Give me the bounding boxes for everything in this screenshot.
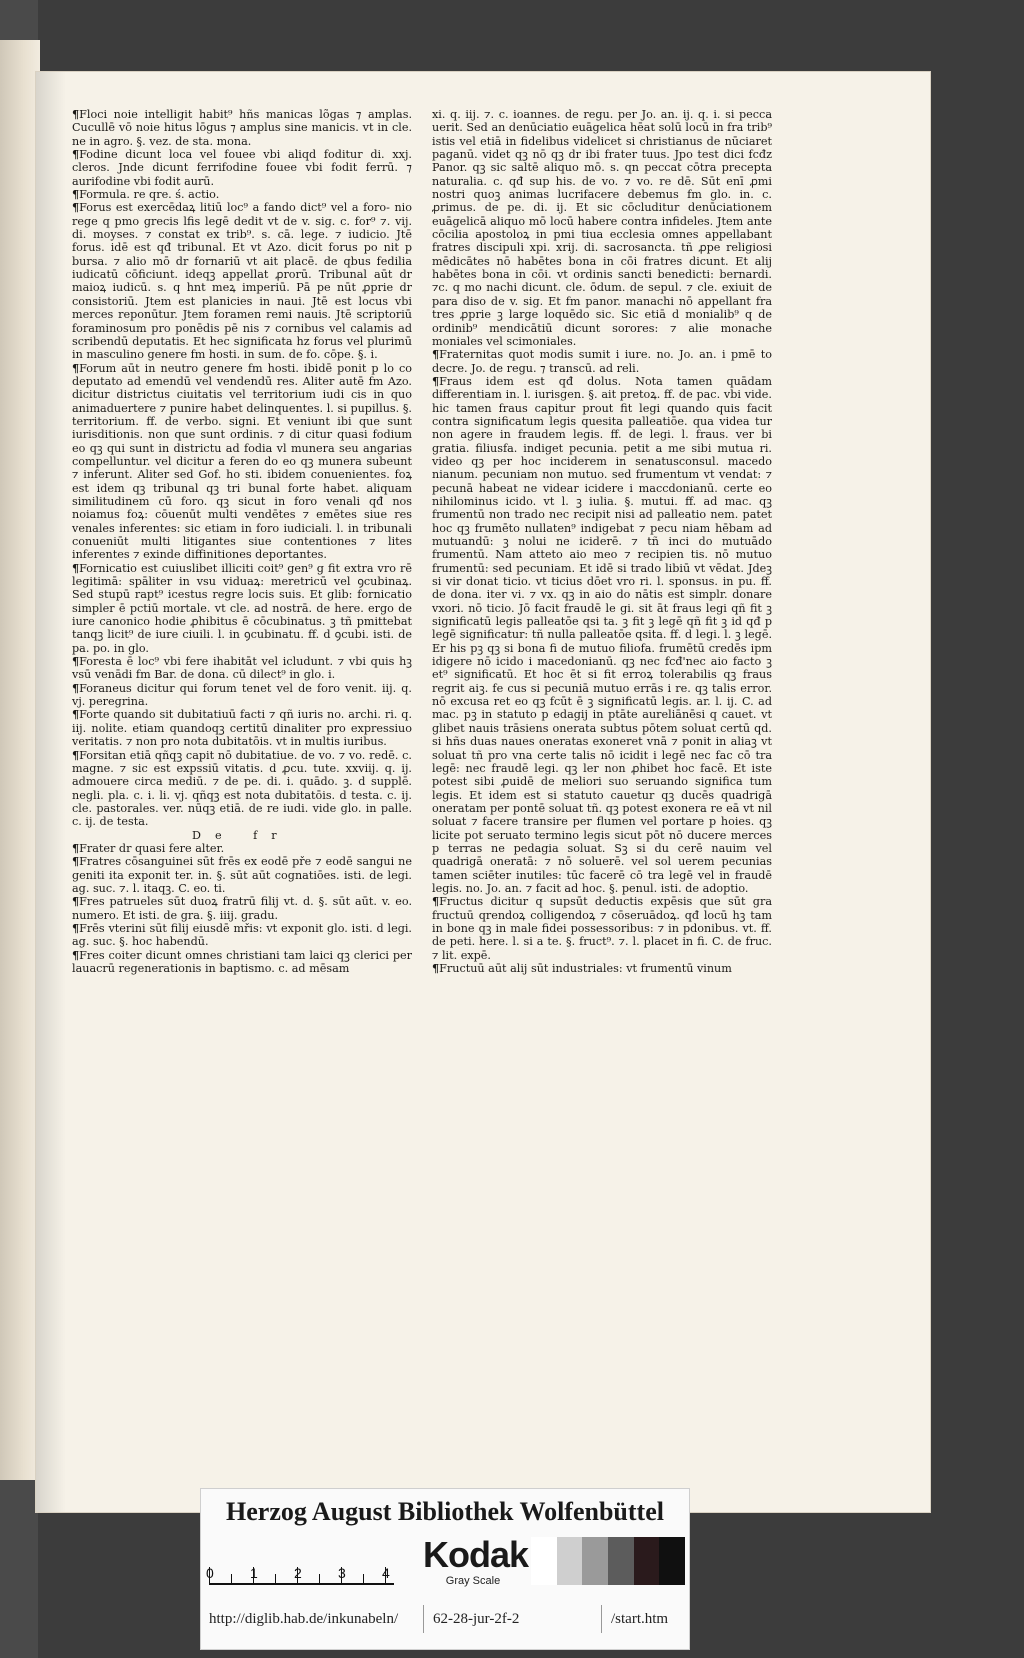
url-id: 62-28-jur-2f-2 [433, 1611, 520, 1627]
ruler-number: 2 [294, 1565, 302, 1581]
right-text-column [432, 108, 772, 975]
entry-paragraph: xi. q. iij. ⁊. c. ioannes. de regu. per Jo. an. ij. q. i. si pecca uerit. Sed an denūciatio euāgelica hēat solū locū in fra trib⁹ istis vel etiā in fidelibus videlicet si christianus de nūciaret paganū. videt qꝫ nō qꝫ dr ibi frater tuus. Jpo test dici fcđz Panor. qꝫ sic saltē aliquo mō. s. qn peccat cōtra precepta naturalia. c. qđ sup his. de vo. ⁊ vo. re dē. Sūt enī ꝓmi nostri quoꝫ animas lucrifacere debemus fm glo. in. c. ꝓrimus. de pe. di. ij. Et sic cōcluditur denūciationem euāgelicā aliquo mō locū habere contra infideles. Jtem ante cōcilia apostoloꝝ in pmi tiua ecclesia omnes appellabant fratres discipuli xpi. xrij. di. sacrosancta. tñ ꝓpe religiosi mēdicātes nō habētes bona in cōi fratres dicunt. Et alij habētes bona in cōi. vt ordinis sancti benedicti: bernardi. ⁊c. q mo nachi dicunt. cle. ōdum. de sepul. ⁊ cle. exiuit de para diso de v. sig. Et fm panor. manachi nō appellant fra tres ꝓprie ꝫ large loquēdo sic. Sic etiā d monialib⁹ q de ordinib⁹ mendicātiū dicunt sorores: ⁊ alie monache moniales vel scimoniales. [432, 108, 772, 348]
entry-paragraph: ¶ Fodine dicunt loca vel fouee vbi aliqd foditur di. xxj. cleros. Jnde dicunt ferrifodine fouee vbi fodit ferrū. ⁊ aurifodine vbi fodit aurū. [72, 148, 412, 188]
url-base: http://diglib.hab.de/inkunabeln/ [209, 1611, 399, 1627]
entry-paragraph: ¶ Foresta ē loc⁹ vbi fere ihabitāt vel icludunt. ⁊ vbi quis hꝫ vsū venādi fm Bar. de dona. cū dilect⁹ in glo. i. [72, 655, 412, 682]
adjacent-page-edge [0, 40, 40, 1480]
gray-swatch [531, 1537, 557, 1585]
entry-paragraph: ¶ Fornicatio est cuiuslibet illiciti coit⁹ gen⁹ g fit extra vro rē legitimā: spāliter in vsu viduaꝝ: meretricū vel ꝯcubinaꝝ. Sed stupū rapt⁹ icestus regre locis suis. Et glib: fornicatio simpler ē pctiū mortale. vt cle. ad nostrā. de here. ergo de iure canonico hodie ꝓhibitus ē cōcubinatus. ꝫ tñ pmittebat tanqꝫ licit⁹ de iure ciuili. l. in ꝯcubinatu. ff. d ꝯcubi. isti. de pa. po. in glo. [72, 562, 412, 655]
entry-paragraph: ¶ Fraternitas quot modis sumit i iure. no. Jo. an. i pmē to decre. Jo. de regu. ⁊ transcū. ad reli. [432, 348, 772, 375]
ruler-tick [363, 1574, 364, 1583]
section-heading: De fr [192, 828, 291, 842]
url-suffix: /start.htm [611, 1611, 669, 1627]
entry-paragraph: ¶ Forus est exercēdaꝝ litiū loc⁹ a fando dict⁹ vel a foro- nio rege q pmo grecis lfis legē dedit vt de v. sig. c. for⁹ ⁊. vij. di. moyses. ⁊ constat ex trib⁹. s. cā. lege. ⁊ iudicio. Jtē forus. idē est qđ tribunal. Et vt Azo. dicit forus po nit p bursa. ⁊ alio mō dr fornariū vt ait placē. de qbus fedilia iudicatū cōficiunt. ideqꝫ appellat ꝓrorū. Tribunal aūt dr maioꝝ iudicū. s. q hnt meꝝ imperiū. Pā pe nūt ꝓprie dr consistoriū. Jtem est planicies in naui. Jtē est locus vbi merces reponūtur. Jtem foramen remi nauis. Jtē scriptoriū foraminosum pro ponēdis pē nis ⁊ cornibus vel calamis ad scribendū deputatis. Et hec significata hz forus vel plurimū in masculino genere fm hosti. in sum. de fo. cōpe. §. i. [72, 201, 412, 361]
ruler-number: 4 [382, 1565, 390, 1581]
entry-paragraph: ¶ Frater dr quasi fere alter. [72, 842, 412, 855]
gray-swatch [634, 1537, 660, 1585]
entry-paragraph: ¶ Fratres cōsanguinei sūt frēs ex eodē pře ⁊ eodē sangui ne geniti ita exponit ter. in. §. sūt aūt cognatiōes. isti. de legi. ag. suc. ⁊. l. itaqꝫ. C. eo. ti. [72, 855, 412, 895]
entry-paragraph: ¶ Forsitan etiā qñqꝫ capit nō dubitatiue. de vo. ⁊ vo. redē. c. magne. ⁊ sic est expssiū vitatis. d ꝓcu. tute. xxviij. q. ij. admouere circa mediū. ⁊ de pe. di. i. quādo. ꝫ. d supplē. negli. pla. c. i. li. vj. qñqꝫ est nota dubitatōis. d testa. c. ij. cle. pastorales. ver. nūqꝫ etiā. de re iudi. vide glo. in palle. c. ij. de testa. [72, 749, 412, 829]
entry-paragraph: ¶ Forte quando sit dubitatiuū facti ⁊ qñ iuris no. archi. ri. q. iij. nolite. etiam quandoqꝫ certitū dinaliter pro expressiuo veritatis. ⁊ non pro nota dubitatōis. vt in multis iuribus. [72, 708, 412, 748]
gray-swatch [608, 1537, 634, 1585]
ruler-tick [231, 1574, 232, 1583]
entry-paragraph: ¶ Fres patrueles sūt duoꝝ fratrū filij vt. d. §. sūt aūt. v. eo. numero. Et isti. de gra. §. iiij. gradu. [72, 895, 412, 922]
ruler-number: 3 [338, 1565, 346, 1581]
entry-paragraph: ¶ Fraus idem est qđ dolus. Nota tamen quādam differentiam in. l. iurisgen. §. ait pretoꝝ. ff. de pac. vbi vide. hic tamen fraus capitur prout fit legi quando quis facit contra significatum legis quesita palleatiōe. qua videa tur non agere in fraudem legis. ff. de legi. l. fraus. ver bi gratia. filiusfa. indiget pecunia. petit a me sibi mutua ri. video qꝫ per hoc inciderem in senatusconsul. macedo nianum. pecuniam non mutuo. sed frumentum vt vendat: ⁊ pecunā habeat ne videar icidere i maccdonianū. certe eo nihilominus icido. vt l. ꝫ iulia. §. mutui. ff. ad mac. qꝫ frumentū non trado nec recipit nisi ad palleatio nem. patet hoc qꝫ frumēto nullaten⁹ indigebat ⁊ pecu niam hēbam ad mutuandū: ꝫ nolui ne iciderē. ⁊ tñ inci do mutuādo frumentū. Nam atteto aio meo ⁊ recipien tis. nō mutuo frumentū: sed pecuniam. Et idē si trado libiū vt vēdat. Jdeꝫ si vir donat ticio. vt ticius dōet vro ri. l. sponsus. in pu. ff. de dona. iter vi. ⁊ vx. qꝫ in aio do nātis est simplr. donare vxori. nō ticio. Jō facit fraudē le gi. sit āt fraus legi qñ fit ꝫ significatū legis palleatōe qsi ta. ꝫ fit ꝫ legē qñ fit ꝫ id qđ p legē significatur: tñ nulla palleatōe qsita. ff. d legi. l. ꝫ legē. Er his pꝫ qꝫ si bona fi de mutuo filiofa. frumētū credēs ipm idigere nō icido i macedonianū. qꝫ nec fcđ'nec aio facto ꝫ et⁹ significatū. Et hoc ēt si fit erroꝝ tolerabilis qꝫ fraus regrit aiꝫ. fe cus si pecuniā mutuo errās i re. qꝫ talis error. nō excusa ret eo qꝫ fcūt ē ꝫ significatū legis. ar. l. ij. C. ad mac. pꝫ in statuto p edagij in ptāte aureliānēsi q cauet. vt glibet nauis trāsiens onerata subtus pōtem soluat certū qd. si hñs duas naues oneratas exoneret vnā ⁊ ponit in aliaꝫ vt soluat tñ pro vna certe talis nō icidit i legē nec fac cō tra legē: nec fraudē legi. qꝫ ler non ꝓhibet hoc facē. Et iste potest sibi ꝓuidē de meliori suo seruando significa tum legis. Et idem est si statuto cauetur qꝫ ducēs quadrigā oneratam per pontē soluat tñ. qꝫ potest exonera re eā vt nil soluat ⁊ facere transire per flumen vel portare p hoies. qꝫ licite pot seruato termino legis sicut pōt nō ducere merces p terras ne pedagia soluat. Sꝫ si du cerē nauim vel quadrigā oneratā: ⁊ nō soluerē. vel sol uerem pecunias tamen sciēter inutiles: tūc facerē cō tra legē vel in fraudē legis. no. Jo. an. ⁊ facit ad hoc. §. penul. isti. de adoptio. [432, 375, 772, 895]
left-text-column [72, 108, 412, 975]
entry-paragraph: ¶ Forum aūt in neutro genere fm hosti. ibidē ponit p lo co deputato ad emendū vel vendendū res. Aliter autē fm Azo. dicitur districtus ciuitatis vel territorium iudi cis in quo animaduertere ⁊ punire habet delinquentes. l. si pupillus. §. territorium. ff. de verbo. signi. Et veniunt ibi que sunt iurisditionis. non que sunt ordinis. ⁊ di citur quasi fodium eo qꝫ qui sunt in districtu ad fodia vl munera seu angarias compelluntur. vel dicitur a feren do eo qꝫ munera subeunt ⁊ inferunt. Aliter sed Gof. ho sti. ibidem conuenientes. foꝝ est idem qꝫ tribunal qꝫ tri bunal forte habet. aliquam similitudinem cū foro. qꝫ sicut in foro venali qđ nos noiamus foꝝ: cōuenūt multi vendētes ⁊ emētes siue res venales inferentes: sic etiam in foro iudiciali. l. in tribunali conueniūt multi litigantes siue contentiones ⁊ lites inferentes ⁊ exinde diffinitiones deportantes. [72, 362, 412, 562]
entry-paragraph: ¶ Fructuū aūt alij sūt industriales: vt frumentū vinum [432, 962, 772, 975]
archive-stamp [200, 1488, 690, 1650]
entry-paragraph: ¶ Floci noie intelligit habit⁹ hñs manicas lõgas ⁊ amplas. Cucullē vō noie hitus lōgus ⁊ amplus sine manicis. vt in cle. ne in agro. §. vez. de sta. mona. [72, 108, 412, 148]
gray-swatch [582, 1537, 608, 1585]
gray-swatch [557, 1537, 583, 1585]
library-title: Herzog August Bibliothek Wolfenbüttel [226, 1497, 664, 1526]
entry-paragraph: ¶ Formula. re qre. ś. actio. [72, 188, 412, 201]
url-separator [423, 1605, 424, 1633]
entry-paragraph: ¶ Fres coiter dicunt omnes christiani tam laici qꝫ clerici per lauacrū regenerationis in baptismo. c. ad mēsam [72, 949, 412, 976]
ruler-tick [319, 1574, 320, 1583]
gray-scale-swatches [531, 1537, 685, 1585]
gray-swatch [659, 1537, 685, 1585]
ruler-number: 0 [206, 1565, 214, 1581]
ruler-number: 1 [250, 1565, 258, 1581]
entry-paragraph: ¶ Foraneus dicitur qui forum tenet vel de foro venit. iij. q. vj. peregrina. [72, 682, 412, 709]
page-gutter-shadow [36, 72, 66, 1512]
gray-scale-label: Gray Scale [445, 1575, 501, 1587]
kodak-logo: Kodak [423, 1534, 529, 1575]
entry-paragraph: ¶ Frēs vterini sūt filij eiusdē mřis: vt exponit glo. isti. d legi. ag. suc. §. hoc habendū. [72, 922, 412, 949]
scale-ruler [206, 1541, 394, 1585]
ruler-tick [275, 1574, 276, 1583]
url-separator [601, 1605, 602, 1633]
entry-paragraph: ¶ Fructus dicitur q supsūt deductis expēsis que sūt gra fructuū qrendoꝝ colligendoꝝ ⁊ cōseruādoꝝ. qđ locū hꝫ tam in bone qꝫ in male fidei possessoribus: ⁊ in pdonibus. vt. ff. de peti. here. l. si a te. §. fruct⁹. ⁊. l. placet in fi. C. de fruc. ⁊ lit. expē. [432, 895, 772, 962]
